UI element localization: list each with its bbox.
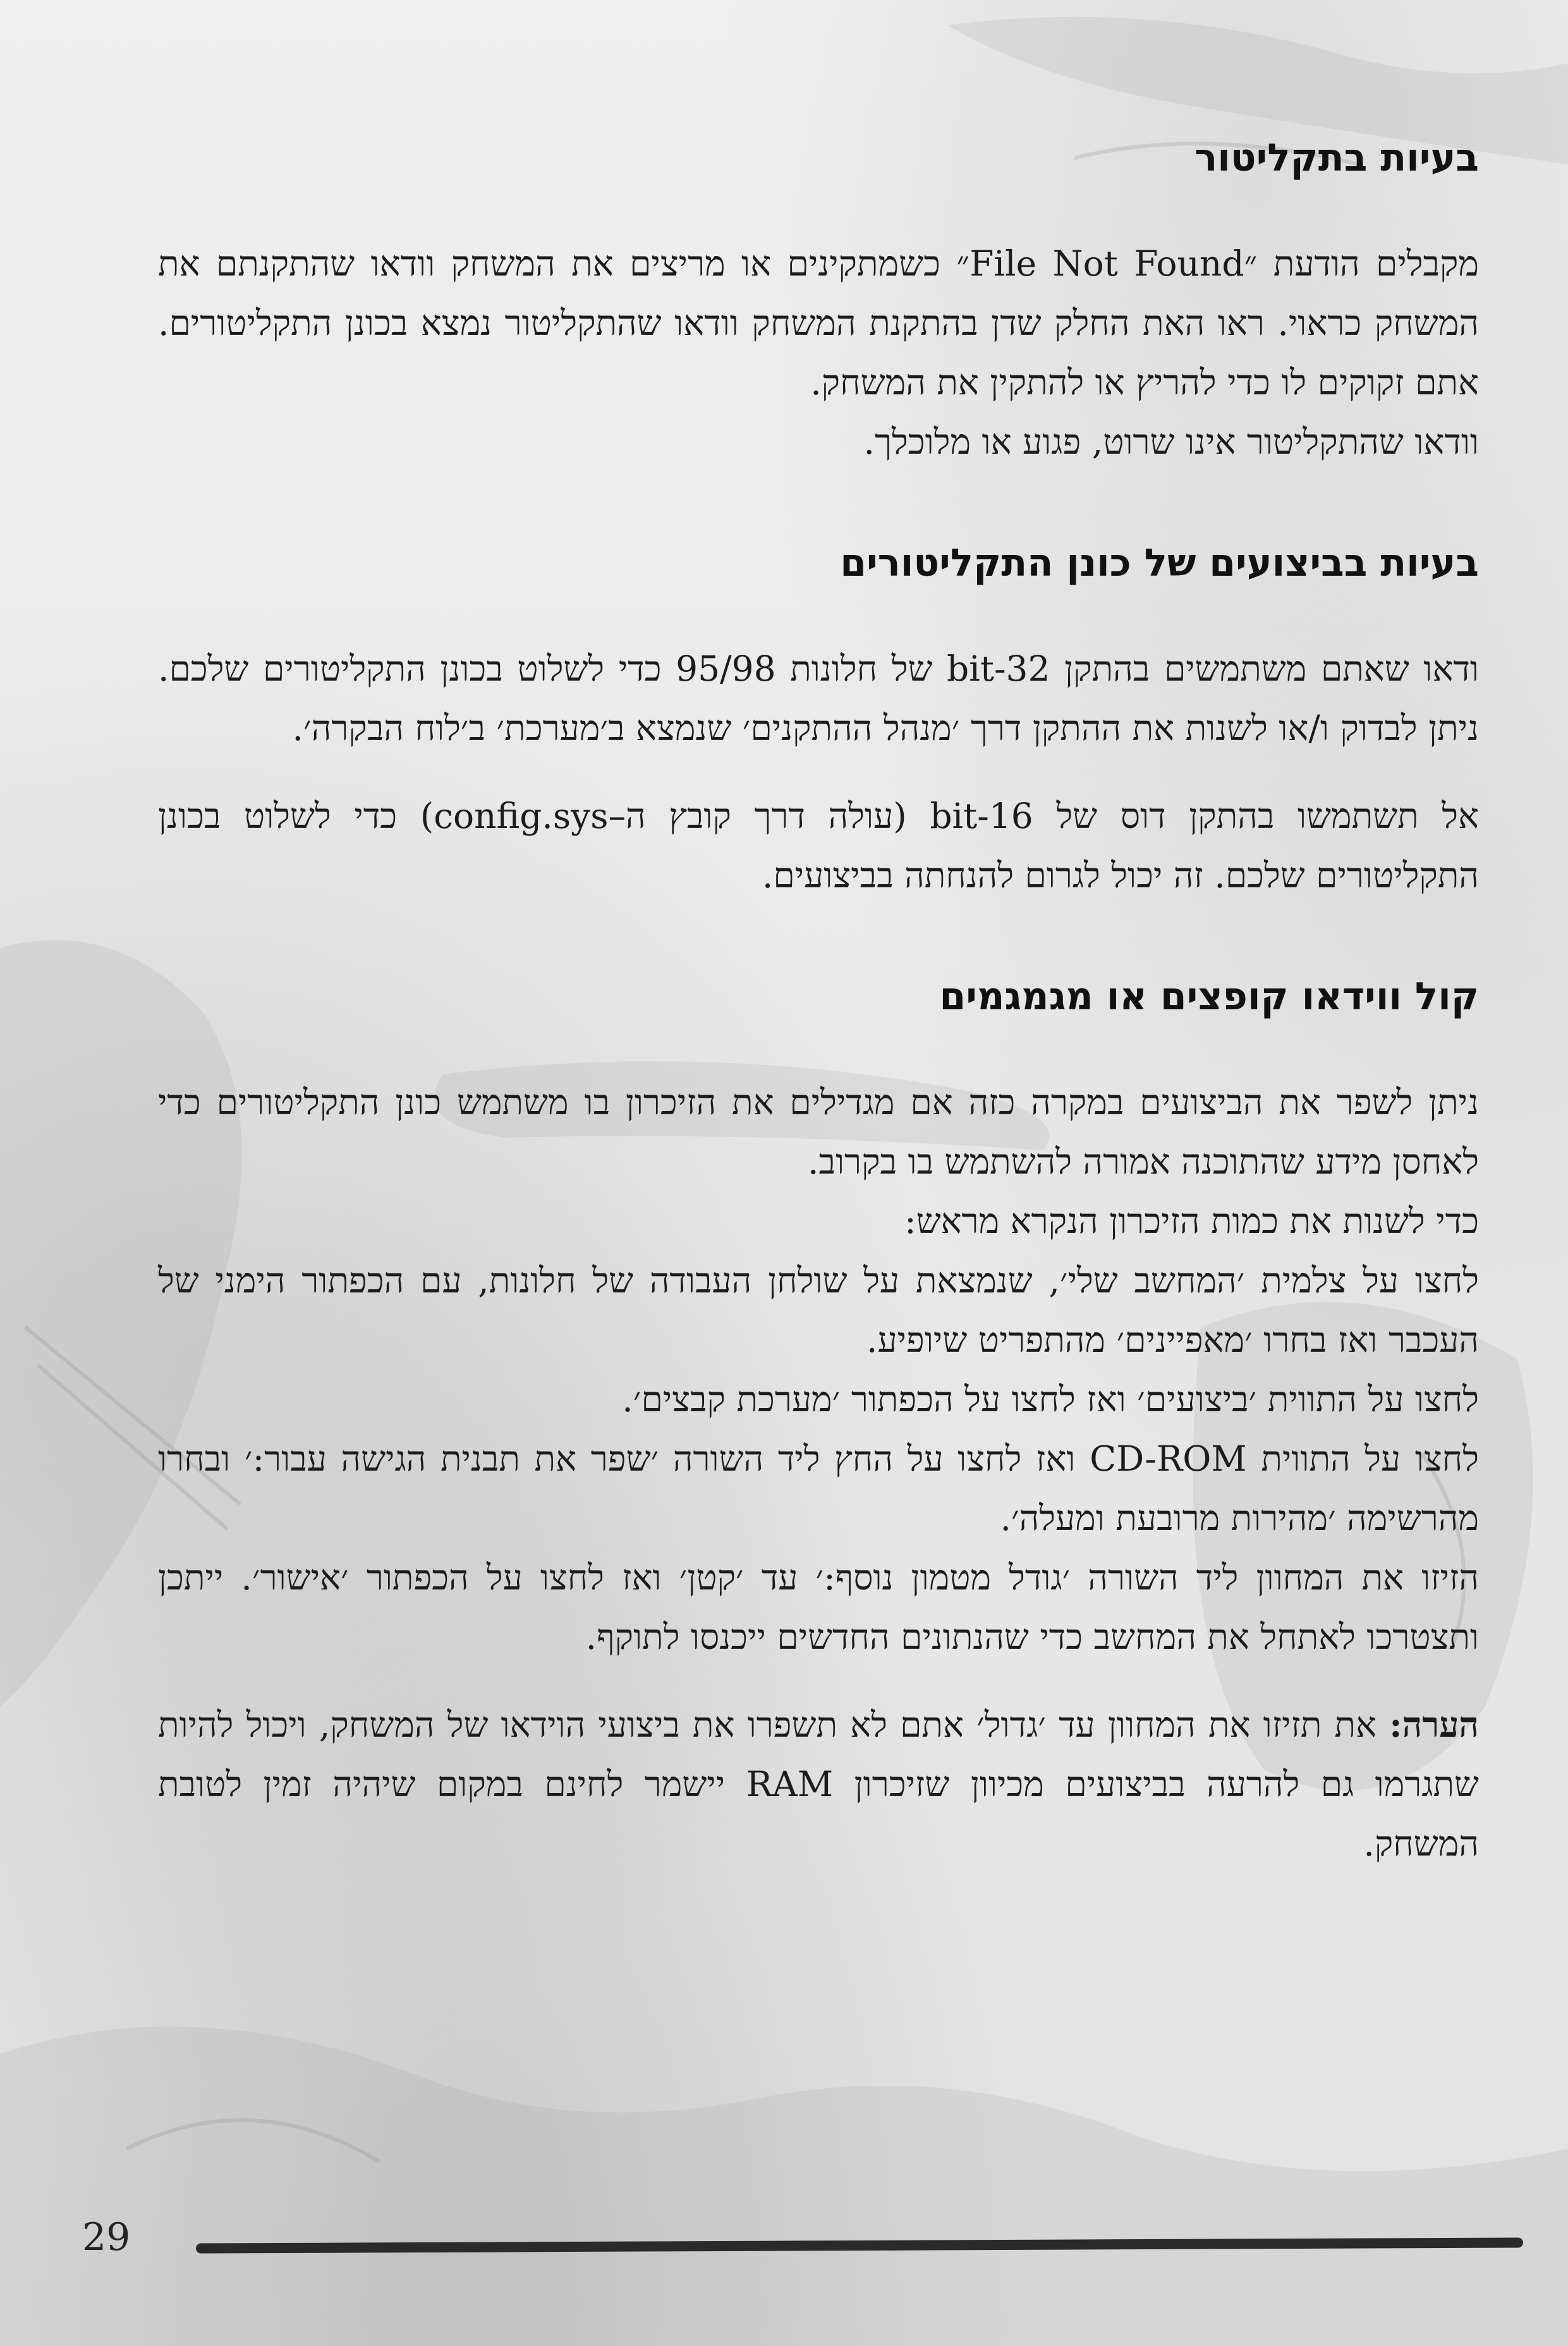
section-heading: קול ווידאו קופצים או מגמגמים — [939, 975, 1479, 1019]
section-audio-video-stutter — [158, 968, 1479, 1873]
paragraph: לחצו על התווית ׳ביצועים׳ ואז לחצו על הכפתור ׳מערכת קבצים׳. — [622, 1379, 1479, 1419]
note-text: את תזיזו את המחוון עד ׳גדול׳ אתם לא תשפרו את ביצועי הוידאו של המשחק, ויכול להיות שתגרמו גם להרעה בביצועים מכיוון שזיכרון RAM יישמר לחינם במקום שיהיה זמין לטובת המשחק. — [158, 1705, 1479, 1864]
section-cd-drive-performance — [158, 535, 1479, 905]
paragraph: ודאו שאתם משתמשים בהתקן 32-bit של חלונות 95/98 כדי לשלוט בכונן התקליטורים שלכם. ניתן לבדוק ו/או לשנות את ההתקן דרך ׳מנהל ההתקנים׳ שנמצא ב׳מערכת׳ ב׳לוח הבקרה׳. — [158, 648, 1479, 748]
note-paragraph — [158, 1695, 1479, 1873]
paragraph: כדי לשנות את כמות הזיכרון הנקרא מראש: — [904, 1201, 1479, 1241]
section-cd-problems — [158, 130, 1479, 471]
paragraph: הזיזו את המחוון ליד השורה ׳גודל מטמון נוסף:׳ עד ׳קטן׳ ואז לחצו על הכפתור ׳אישור׳. ייתכן ותצטרכו לאתחל את המחשב כדי שהנתונים החדשים ייכנסו לתוקף. — [158, 1557, 1479, 1657]
section-heading: בעיות בתקליטור — [1194, 136, 1479, 180]
paragraph: ניתן לשפר את הביצועים במקרה כזה אם מגדילים את הזיכרון בו משתמש כונן התקליטורים כדי לאחסן מידע שהתוכנה אמורה להשתמש בו בקרוב. — [158, 1082, 1479, 1182]
page-number: 29 — [82, 2215, 131, 2259]
paragraph: אל תשתמשו בהתקן דוס של 16-bit (עולה דרך קובץ ה–config.sys) כדי לשלוט בכונן התקליטורים שלכם. זה יכול לגרום להנחתה בביצועים. — [158, 796, 1479, 896]
footer-rule — [196, 2237, 1523, 2253]
note-label: הערה: — [1389, 1704, 1479, 1745]
paragraph: מקבלים הודעת ״File Not Found״ כשמתקינים או מריצים את המשחק וודאו שהתקנתם את המשחק כראוי. ראו האת החלק שדן בהתקנת המשחק וודאו שהתקליטור נמצא בכונן התקליטורים. אתם זקוקים לו כדי להריץ או להתקין את המשחק. — [158, 243, 1480, 403]
document-body — [158, 130, 1479, 1873]
section-heading: בעיות בביצועים של כונן התקליטורים — [840, 541, 1479, 585]
paragraph: וודאו שהתקליטור אינו שרוט, פגוע או מלוכלך. — [863, 422, 1479, 462]
paragraph: לחצו על התווית CD-ROM ואז לחצו על החץ ליד השורה ׳שפר את תבנית הגישה עבור:׳ ובחרו מהרשימה ׳מהירות מרובעת ומעלה׳. — [158, 1438, 1479, 1538]
paragraph: לחצו על צלמית ׳המחשב שלי׳, שנמצאת על שולחן העבודה של חלונות, עם הכפתור הימני של העכבר ואז בחרו ׳מאפיינים׳ מהתפריט שיופיע. — [158, 1260, 1479, 1360]
